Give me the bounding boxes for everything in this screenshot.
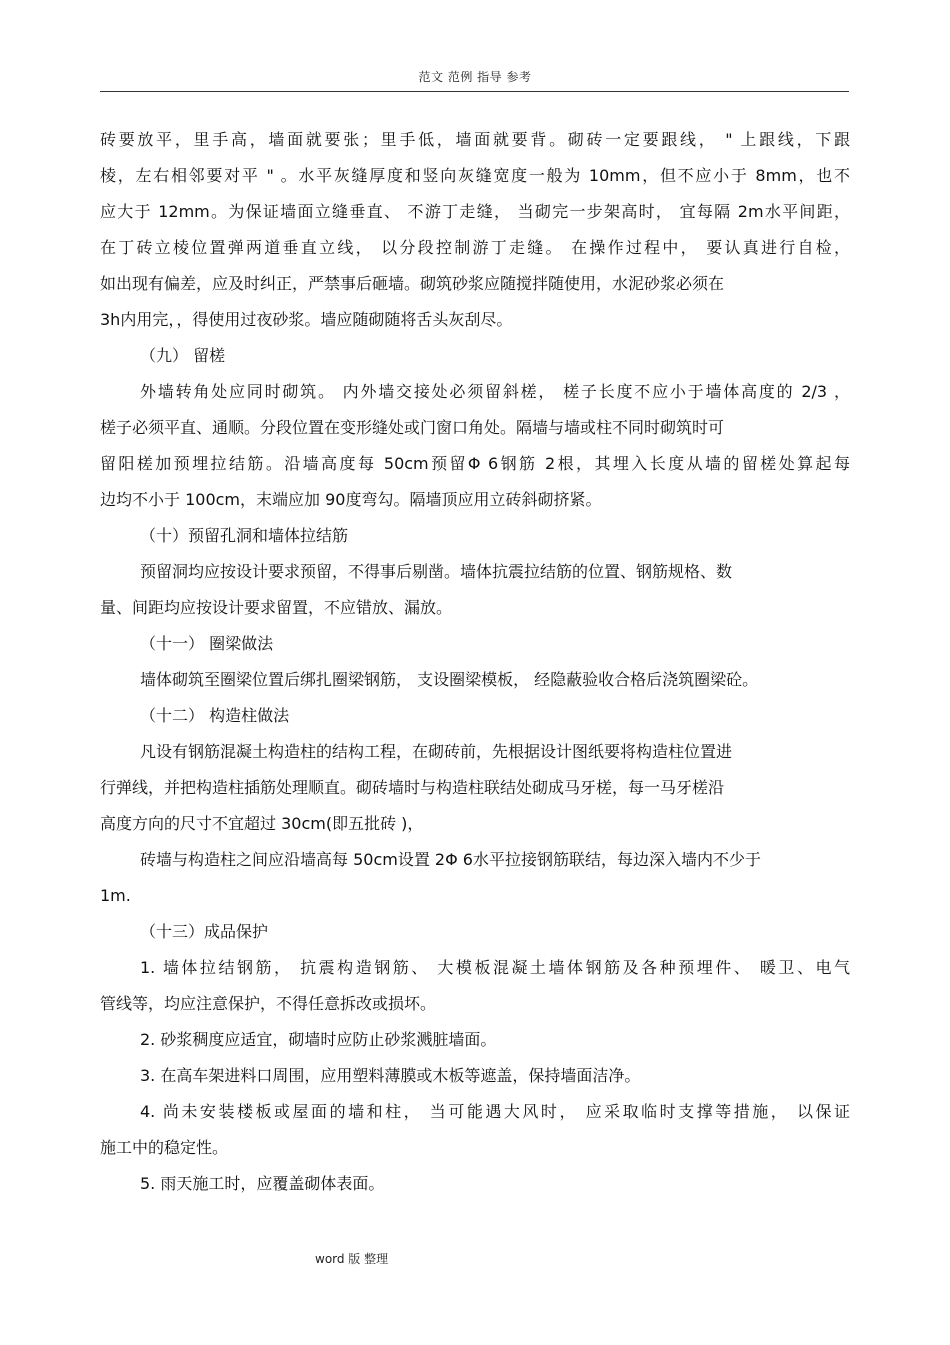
text-line: （十三）成品保护 <box>140 922 269 941</box>
text-line: 管线等，均应注意保护，不得任意拆改或损坏。 <box>100 994 437 1013</box>
page-header: 范文 范例 指导 参考 <box>418 70 532 84</box>
text-line: （十一） 圈梁做法 <box>140 634 274 653</box>
text-line: 边均不小于 100cm，末端应加 90度弯勾。隔墙顶应用立砖斜砌挤紧。 <box>100 490 602 509</box>
text-line: 1m. <box>100 886 131 905</box>
text-line: 留阳槎加预埋拉结筋。沿墙高度每 50cm预留Φ 6钢筋 2根，其埋入长度从墙的留槎处算起每 <box>100 454 850 473</box>
text-line: 1. 墙体拉结钢筋， 抗震构造钢筋、 大模板混凝土墙体钢筋及各种预埋件、 暖卫、电气 <box>140 958 850 977</box>
text-line: 预留洞均应按设计要求预留，不得事后剔凿。墙体抗震拉结筋的位置、钢筋规格、数 <box>140 562 733 581</box>
text-line: 在丁砖立棱位置弹两道垂直立线， 以分段控制游丁走缝。 在操作过程中， 要认真进行自检， <box>100 238 850 257</box>
text-line: 砖墙与构造柱之间应沿墙高每 50cm设置 2Φ 6水平拉接钢筋联结，每边深入墙内不少于 <box>140 850 761 869</box>
text-line: 3h内用完，，得使用过夜砂浆。墙应随砌随将舌头灰刮尽。 <box>100 310 513 329</box>
text-line: 3. 在高车架进料口周围，应用塑料薄膜或木板等遮盖，保持墙面洁净。 <box>140 1066 641 1085</box>
text-line: （十二） 构造柱做法 <box>140 706 290 725</box>
text-line: （十）预留孔洞和墙体拉结筋 <box>140 526 349 545</box>
text-line: 外墙转角处应同时砌筑。 内外墙交接处必须留斜槎， 槎子长度不应小于墙体高度的 2/3 ， <box>140 382 850 401</box>
text-line: 砖要放平，里手高，墙面就要张；里手低，墙面就要背。砌砖一定要跟线， " 上跟线，下跟 <box>100 130 850 149</box>
text-line: 应大于 12mm。为保证墙面立缝垂直、 不游丁走缝， 当砌完一步架高时， 宜每隔 2m水平间距， <box>100 202 850 221</box>
page-footer: word 版 整理 <box>315 1252 389 1266</box>
document-body <box>100 122 850 1202</box>
text-line: 槎子必须平直、通顺。分段位置在变形缝处或门窗口角处。隔墙与墙或柱不同时砌筑时可 <box>100 418 725 437</box>
text-line: 5. 雨天施工时，应覆盖砌体表面。 <box>140 1174 385 1193</box>
text-line: 4. 尚未安装楼板或屋面的墙和柱， 当可能遇大风时， 应采取临时支撑等措施， 以保证 <box>140 1102 850 1121</box>
text-line: 如出现有偏差，应及时纠正，严禁事后砸墙。砌筑砂浆应随搅拌随使用，水泥砂浆必须在 <box>100 274 725 293</box>
text-line: 凡设有钢筋混凝土构造柱的结构工程，在砌砖前，先根据设计图纸要将构造柱位置进 <box>140 742 733 761</box>
text-line: 量、间距均应按设计要求留置，不应错放、漏放。 <box>100 598 453 617</box>
header-divider <box>100 91 849 92</box>
text-line: 墙体砌筑至圈梁位置后绑扎圈梁钢筋， 支设圈梁模板， 经隐蔽验收合格后浇筑圈梁砼。 <box>140 670 759 689</box>
text-line: 棱，左右相邻要对平 " 。水平灰缝厚度和竖向灰缝宽度一般为 10mm，但不应小于 8mm，也不 <box>100 166 850 185</box>
text-line: 施工中的稳定性。 <box>100 1138 229 1157</box>
text-line: （九） 留槎 <box>140 346 226 365</box>
text-line: 高度方向的尺寸不宜超过 30cm(即五批砖 )， <box>100 814 424 833</box>
text-line: 行弹线，并把构造柱插筋处理顺直。砌砖墙时与构造柱联结处砌成马牙槎，每一马牙槎沿 <box>100 778 725 797</box>
text-line: 2. 砂浆稠度应适宜，砌墙时应防止砂浆溅脏墙面。 <box>140 1030 497 1049</box>
